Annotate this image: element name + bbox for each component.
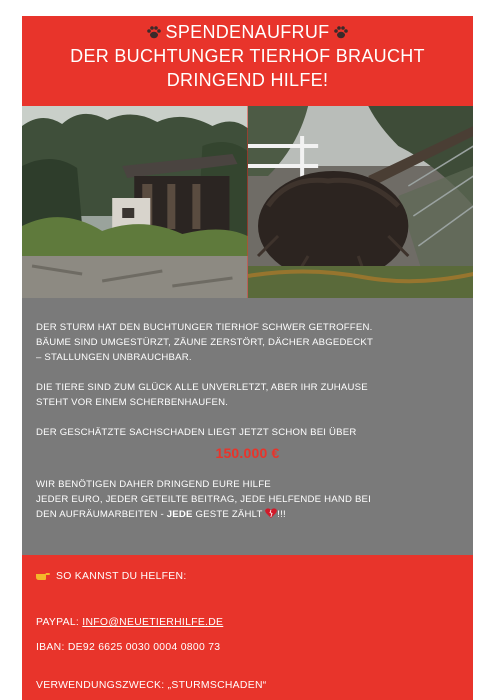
info-line-part: DEN AUFRÄUMARBEITEN -: [36, 509, 167, 520]
help-heading-text: SO KANNST DU HELFEN:: [56, 571, 187, 582]
info-line: – STALLUNGEN UNBRAUCHBAR.: [36, 352, 192, 363]
info-line: DIE TIERE SIND ZUM GLÜCK ALLE UNVERLETZT, ABER IHR ZUHAUSE: [36, 382, 368, 393]
paypal-email-link[interactable]: INFO@NEUETIERHILFE.DE: [82, 617, 224, 628]
emphasis-text: JEDE: [166, 509, 193, 520]
purpose-value: „STURMSCHADEN“: [167, 680, 267, 691]
purpose-row: [36, 678, 459, 694]
flyer: [22, 16, 473, 700]
purpose-label: VERWENDUNGSZWECK:: [36, 680, 168, 691]
help-heading: [36, 569, 459, 585]
info-line: DER GESCHÄTZTE SACHSCHADEN LIEGT JETZT SCHON BEI ÜBER: [36, 427, 357, 438]
info-line-part: !!!: [277, 509, 286, 520]
info-line-part: GESTE ZÄHLT: [192, 509, 266, 520]
info-line: [36, 507, 459, 522]
donation-info: [22, 555, 473, 694]
info-line: WIR BENÖTIGEN DAHER DRINGEND EURE HILFE: [36, 479, 271, 490]
iban-label: IBAN:: [36, 642, 68, 653]
broken-heart-icon: [265, 508, 277, 518]
paw-icon: [333, 25, 349, 39]
info-line: BÄUME SIND UMGESTÜRZT, ZÄUNE ZERSTÖRT, DÄCHER ABGEDECKT: [36, 337, 374, 348]
iban-row: [36, 640, 459, 656]
info-panel: [22, 298, 473, 555]
header-line-1: [22, 20, 473, 44]
pointing-hand-icon: [36, 570, 50, 580]
header-line-3: DRINGEND HILFE!: [166, 70, 329, 90]
paw-icon: [146, 25, 162, 39]
info-line: JEDER EURO, JEDER GETEILTE BEITRAG, JEDE HELFENDE HAND BEI: [36, 494, 372, 505]
header: [22, 16, 473, 106]
info-line: STEHT VOR EINEM SCHERBENHAUFEN.: [36, 397, 229, 408]
storm-damage-photos: [22, 106, 473, 298]
damage-amount: 150.000 €: [215, 445, 280, 461]
photo-damaged-stable: [22, 106, 248, 298]
header-title: SPENDENAUFRUF: [165, 22, 330, 42]
info-line: DER STURM HAT DEN BUCHTUNGER TIERHOF SCHWER GETROFFEN.: [36, 322, 373, 333]
photo-uprooted-tree: [248, 106, 474, 298]
paypal-label: PAYPAL:: [36, 617, 83, 628]
paypal-row: [36, 615, 459, 631]
header-line-2: DER BUCHTUNGER TIERHOF BRAUCHT: [70, 46, 425, 66]
iban-value: DE92 6625 0030 0004 0800 73: [67, 642, 221, 653]
